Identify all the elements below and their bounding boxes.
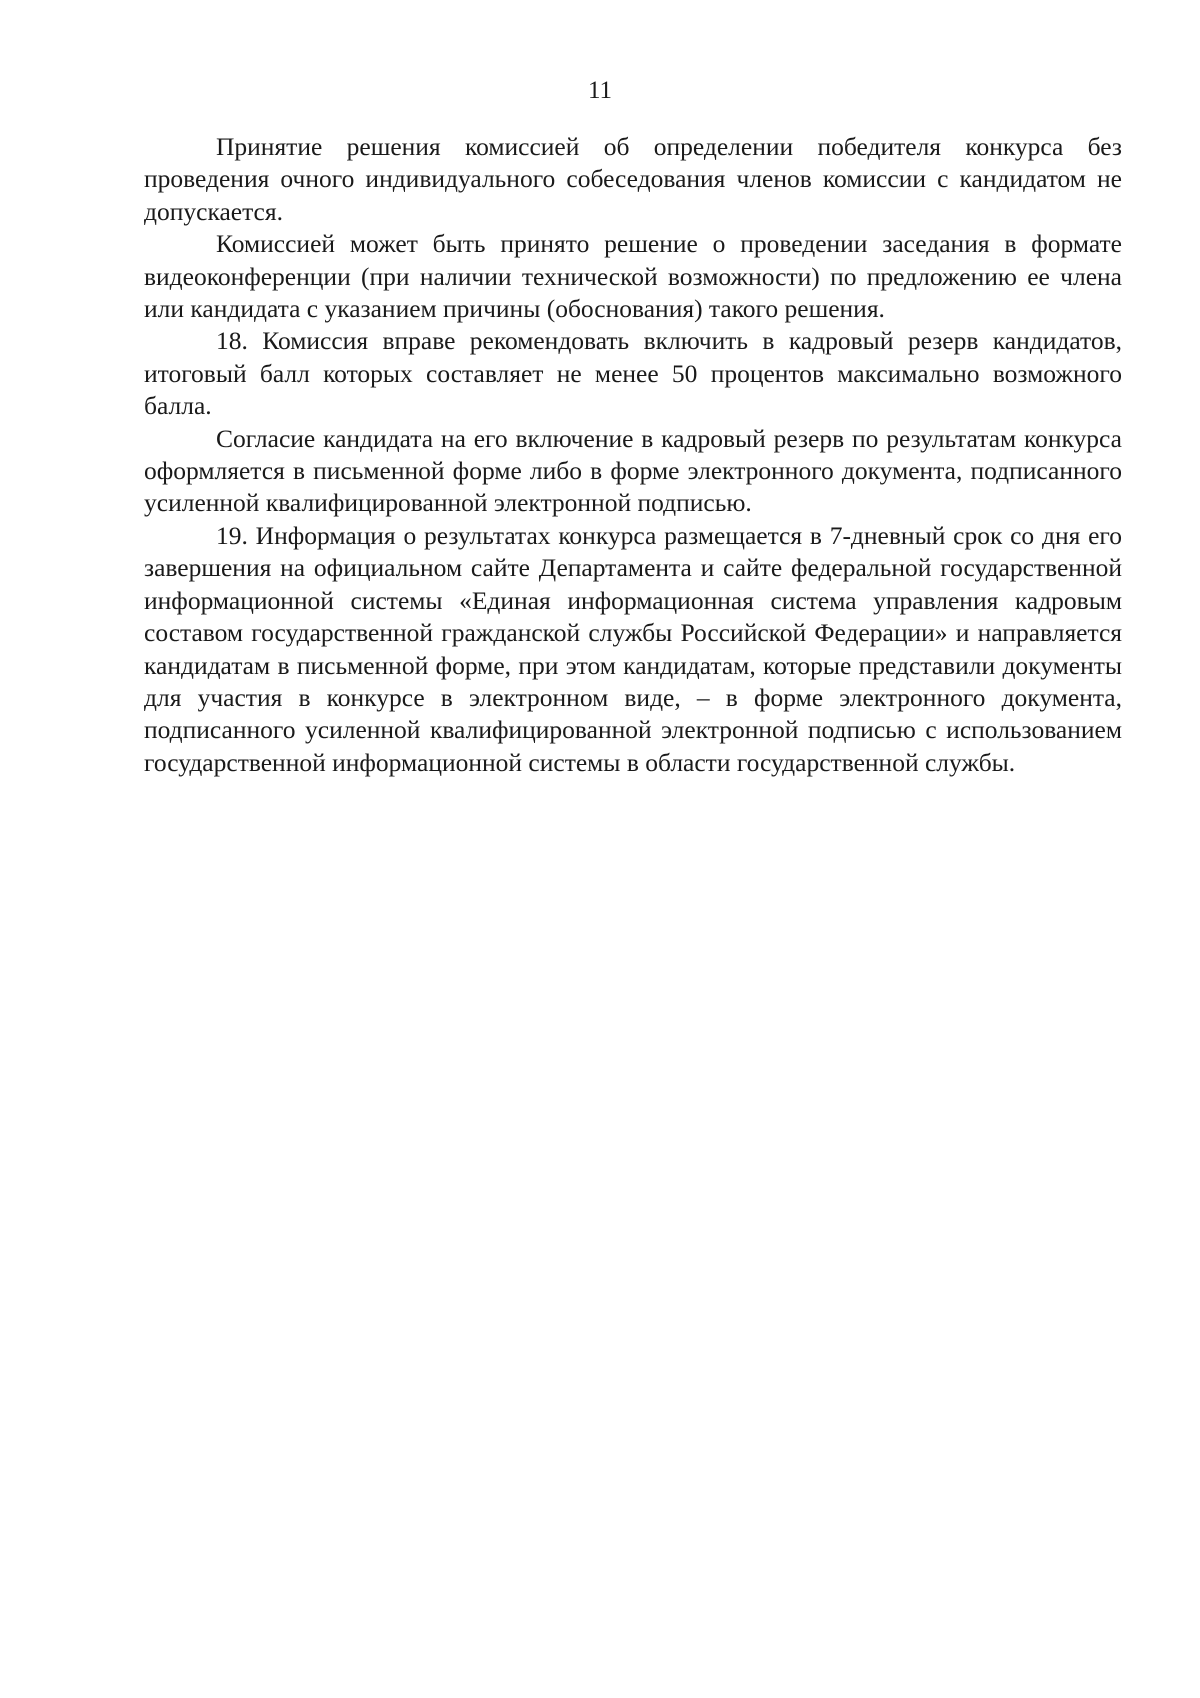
paragraph-interview-requirement: Принятие решения комиссией об определении победителя конкурса без проведения очного индивидуального собеседования членов комиссии с кандидатом не допускается. [144, 132, 1122, 226]
paragraph-reserve-consent: Согласие кандидата на его включение в кадровый резерв по результатам конкурса оформляется в письменной форме либо в форме электронного документа, подписанного усиленной квалифицированной электронной подписью. [144, 423, 1122, 518]
paragraph-videoconference: Комиссией может быть принято решение о проведении заседания в формате видеоконференции (при наличии технической возможности) по предложению ее члена или кандидата с указанием причины (обоснования) такого решения. [144, 229, 1122, 324]
page-number: 11 [587, 77, 613, 104]
document-body [144, 131, 1122, 779]
paragraph-clause-18: 18. Комиссия вправе рекомендовать включить в кадровый резерв кандидатов, итоговый балл которых составляет не менее 50 процентов максимально возможного балла. [144, 326, 1122, 421]
paragraph-clause-19: 19. Информация о результатах конкурса размещается в 7-дневный срок со дня его завершения на официальном сайте Департамента и сайте федеральной государственной информационной системы «Единая информационная система управления кадровым составом государственной гражданской службы Российской Федерации» и направляется кандидатам в письменной форме, при этом кандидатам, которые представили документы для участия в конкурсе в электронном виде, – в форме электронного документа, подписанного усиленной квалифицированной электронной подписью с использованием государственной информационной системы в области государственной службы. [144, 520, 1122, 777]
